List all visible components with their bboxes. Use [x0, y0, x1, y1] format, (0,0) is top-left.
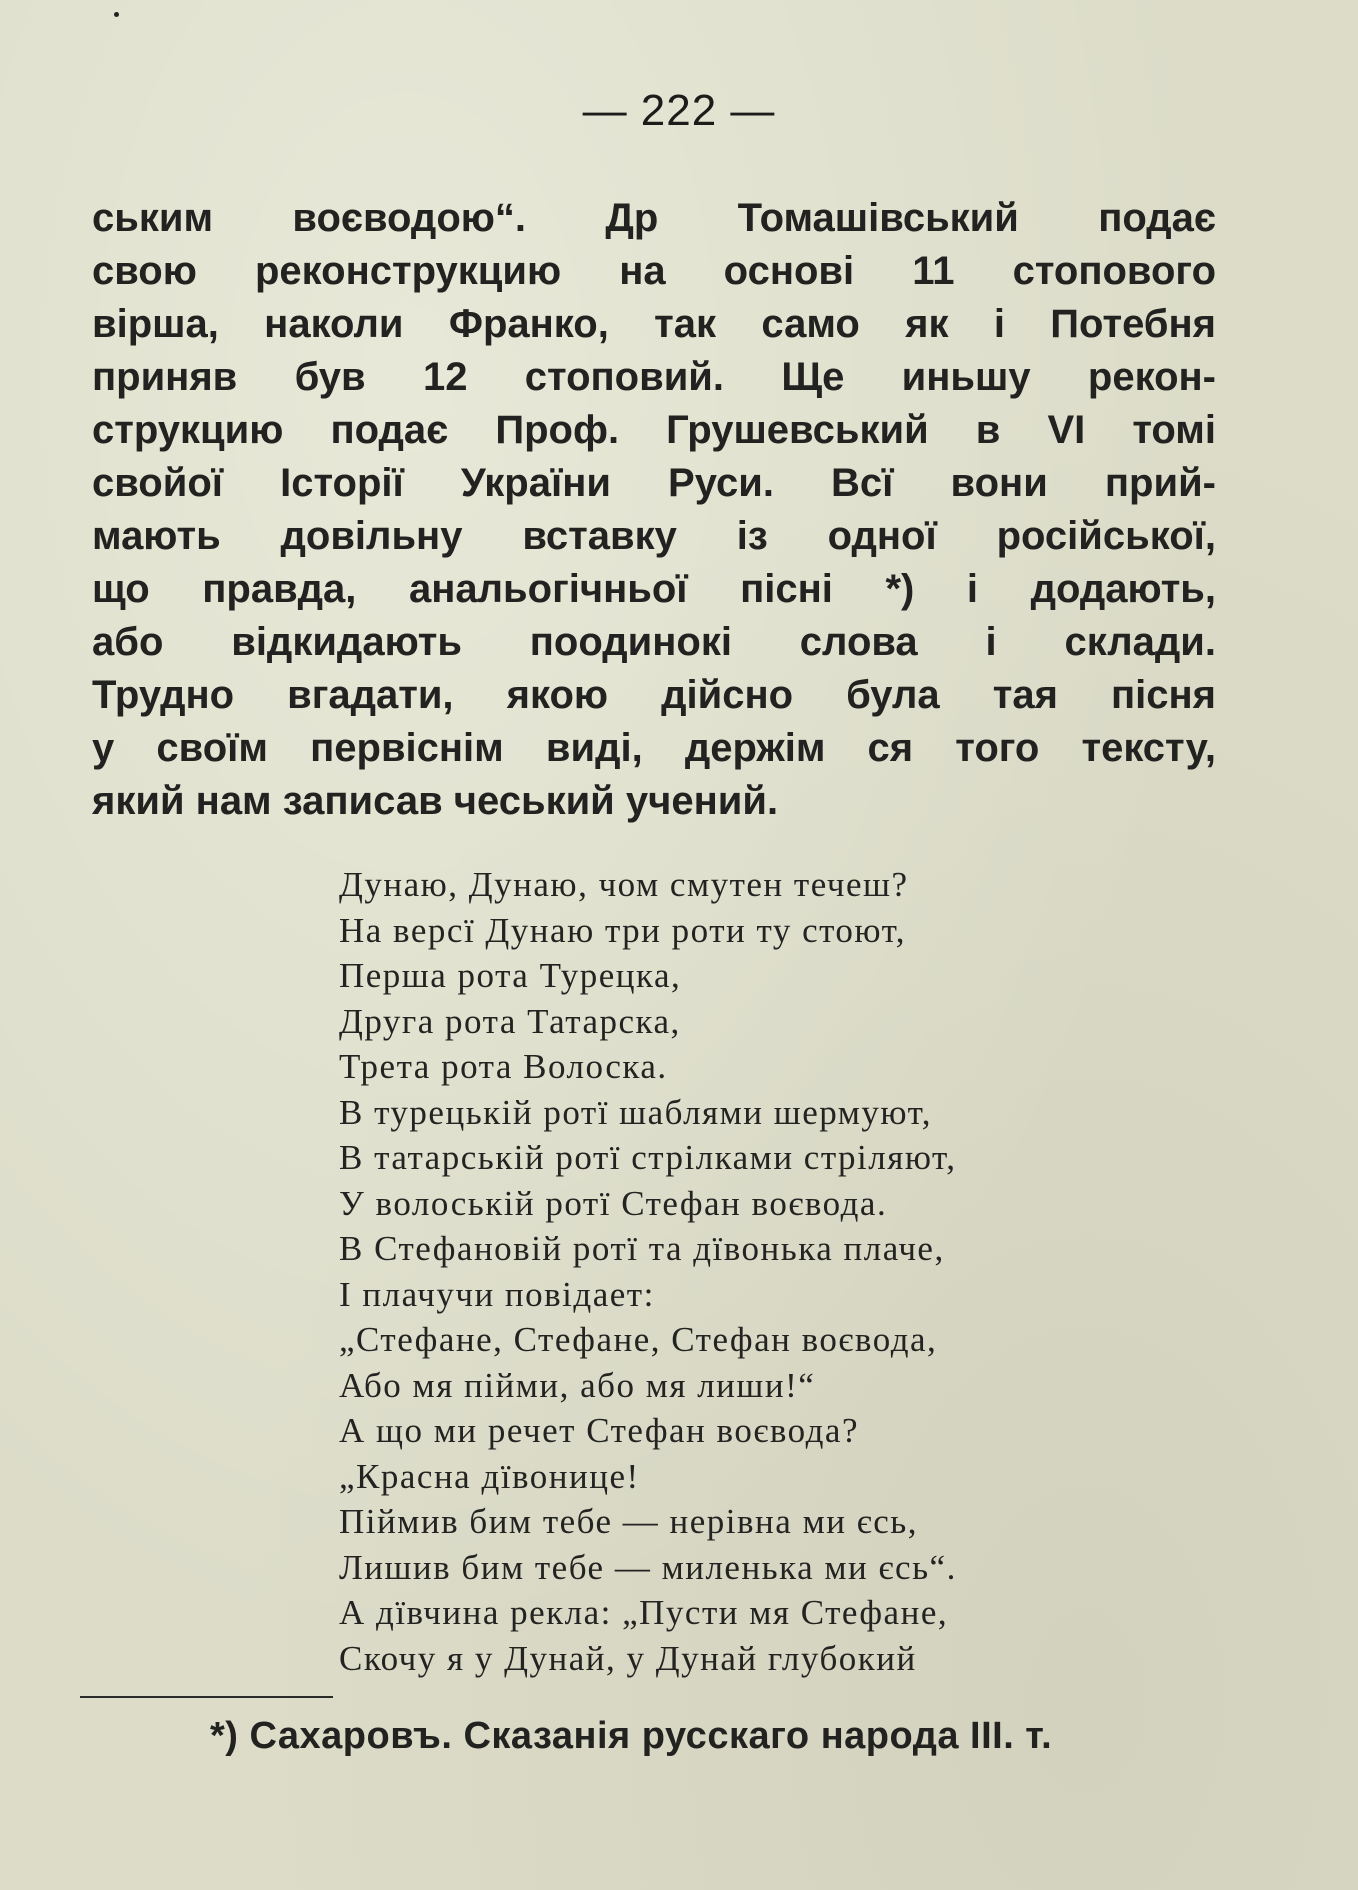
- ink-speck: [114, 12, 119, 17]
- verse-line: Дунаю, Дунаю, чом смутен течеш?: [339, 865, 909, 904]
- verse-line: В турецькій ротї шаблями шермуют,: [339, 1092, 932, 1132]
- verse-line: Перша рота Турецка,: [339, 956, 682, 995]
- verse-line: Лишив бим тебе — миленька ми єсь“.: [339, 1547, 957, 1587]
- verse-line: В Стефановій ротї та дївонька плаче,: [339, 1229, 945, 1268]
- verse-line: Скочу я у Дунай, у Дунай глубокий: [339, 1638, 917, 1678]
- page-number: — 222 —: [582, 86, 776, 135]
- prose-line: Трудно вгадати, якою дійсно була тая пісня: [92, 673, 1216, 717]
- prose-line: мають довільну вставку із одної російської,: [92, 514, 1216, 558]
- verse-line: У волоській ротї Стефан воєвода.: [339, 1183, 888, 1223]
- prose-line: або відкидають поодинокі слова і склади.: [92, 620, 1216, 664]
- prose-line: свойої Історії України Руси. Всї вони прий-: [92, 461, 1216, 505]
- prose-line: приняв був 12 стоповий. Ще иньшу рекон-: [92, 355, 1216, 399]
- verse-line: В татарській ротї стрілками стріляют,: [339, 1138, 957, 1177]
- prose-line: який нам записав чеський учений.: [92, 779, 779, 823]
- verse-line: А дївчина рекла: „Пусти мя Стефане,: [339, 1593, 949, 1632]
- verse-line: Піймив бим тебе — нерівна ми єсь,: [339, 1502, 918, 1541]
- verse-line: Трета рота Волоска.: [339, 1047, 668, 1086]
- prose-line: у своїм первіснім виді, держім ся того тексту,: [92, 726, 1216, 770]
- prose-line: ським воєводою“. Др Томашівський подає: [92, 196, 1216, 240]
- prose-paragraph: [92, 192, 1216, 828]
- verse-line: А що ми речет Стефан воєвода?: [339, 1411, 859, 1450]
- prose-line: що правда, анальогічньої пісні *) і додають,: [92, 567, 1216, 611]
- verse-line: Або мя пійми, або мя лиши!“: [339, 1365, 816, 1405]
- song-verse: [339, 862, 957, 1681]
- footnote-divider: [80, 1696, 333, 1698]
- verse-line: Друга рота Татарска,: [339, 1001, 681, 1041]
- verse-line: І плачучи повідает:: [339, 1274, 655, 1314]
- prose-line: свою реконструкцию на основі 11 стопового: [92, 249, 1216, 293]
- prose-line: вірша, наколи Франко, так само як і Потебня: [92, 302, 1216, 346]
- prose-line: струкцию подає Проф. Грушевський в VI томі: [92, 408, 1216, 452]
- verse-line: „Стефане, Стефане, Стефан воєвода,: [339, 1320, 938, 1359]
- verse-line: „Красна дївонице!: [339, 1456, 640, 1496]
- footnote: *) Сахаровъ. Сказанія русскаго народа III. т.: [210, 1715, 1053, 1757]
- verse-line: На версї Дунаю три роти ту стоют,: [339, 910, 907, 950]
